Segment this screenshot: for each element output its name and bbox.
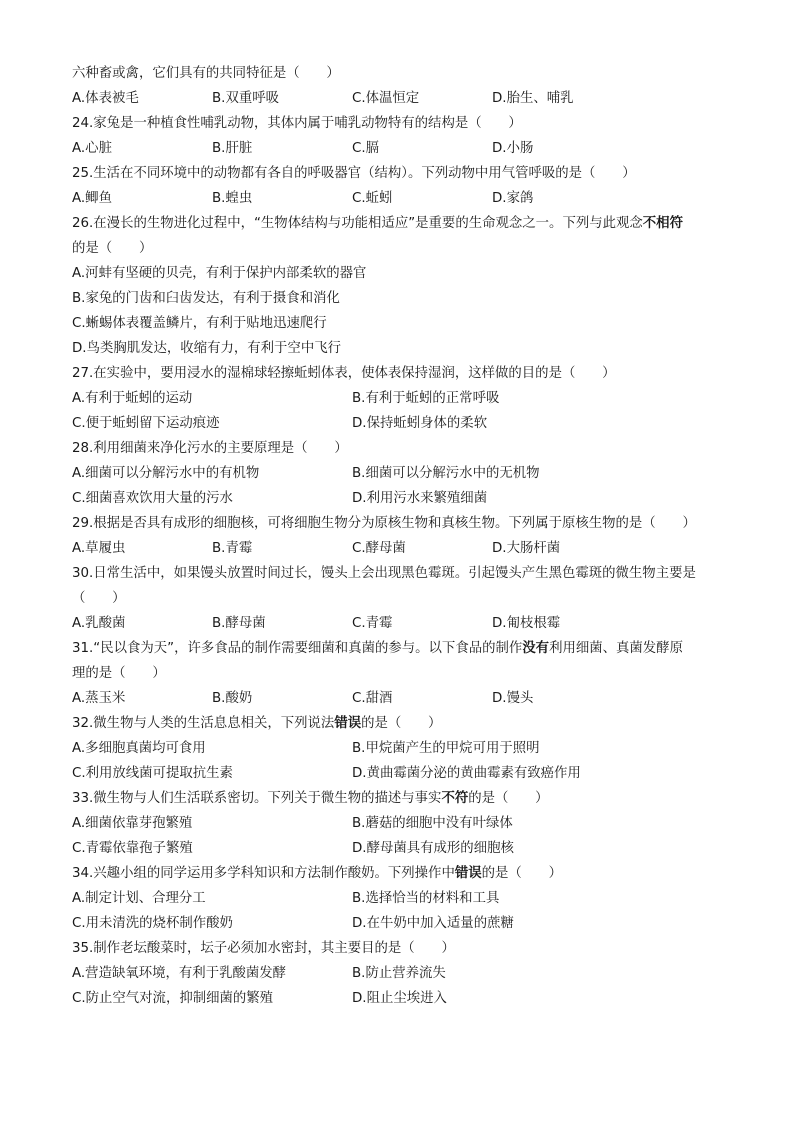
emphasis-text: 错误 xyxy=(454,866,482,881)
option-a: A.体表被毛 xyxy=(72,91,139,106)
option-d: D.馒头 xyxy=(492,691,534,706)
emphasis-text: 没有 xyxy=(522,641,550,656)
question-26-option-a: A.河蚌有坚硬的贝壳，有利于保护内部柔软的器官 xyxy=(72,266,367,281)
question-28-stem: 28.利用细菌来净化污水的主要原理是（ ） xyxy=(72,441,348,456)
question-26-stem-cont: 的是（ ） xyxy=(72,241,153,256)
option-b: B.细菌可以分解污水中的无机物 xyxy=(352,466,540,481)
option-b: B.青霉 xyxy=(212,541,253,556)
emphasis-text: 不符 xyxy=(441,791,469,806)
option-b: B.防止营养流失 xyxy=(352,966,446,981)
question-29-options xyxy=(72,536,732,561)
question-30-stem: 30.日常生活中，如果馒头放置时间过长，馒头上会出现黑色霉斑。引起馒头产生黑色霉斑的微生物主要是 xyxy=(72,566,696,581)
option-a: A.蒸玉米 xyxy=(72,691,126,706)
option-d: D.匍枝根霉 xyxy=(492,616,561,631)
option-c: C.细菌喜欢饮用大量的污水 xyxy=(72,491,233,506)
option-a: A.多细胞真菌均可食用 xyxy=(72,741,206,756)
question-33-options-row2 xyxy=(72,836,732,861)
question-35-options-row2 xyxy=(72,986,732,1011)
question-23-stem: 六种畜或禽，它们具有的共同特征是（ ） xyxy=(72,66,340,81)
option-a: A.营造缺氧环境，有利于乳酸菌发酵 xyxy=(72,966,287,981)
option-d: D.胎生、哺乳 xyxy=(492,91,574,106)
question-33-options-row1 xyxy=(72,811,732,836)
question-24-options xyxy=(72,136,732,161)
question-25-stem: 25.生活在不同环境中的动物都有各自的呼吸器官（结构）。下列动物中用气管呼吸的是（ ） xyxy=(72,166,636,181)
question-27-options-row2 xyxy=(72,411,732,436)
question-34-options-row2 xyxy=(72,911,732,936)
question-32-stem: 32.微生物与人类的生活息息相关，下列说法错误的是（ ） xyxy=(72,716,442,731)
question-26-option-d: D.鸟类胸肌发达，收缩有力，有利于空中飞行 xyxy=(72,341,341,356)
option-b: B.有利于蚯蚓的正常呼吸 xyxy=(352,391,500,406)
question-29-stem: 29.根据是否具有成形的细胞核，可将细胞生物分为原核生物和真核生物。下列属于原核生物的是（ ） xyxy=(72,516,696,531)
option-c: C.体温恒定 xyxy=(352,91,420,106)
option-b: B.酵母菌 xyxy=(212,616,266,631)
question-34-options-row1 xyxy=(72,886,732,911)
option-c: C.膈 xyxy=(352,141,379,156)
option-b: B.蝗虫 xyxy=(212,191,253,206)
option-d: D.在牛奶中加入适量的蔗糖 xyxy=(352,916,514,931)
question-35-stem: 35.制作老坛酸菜时，坛子必须加水密封，其主要目的是（ ） xyxy=(72,941,455,956)
option-c: C.酵母菌 xyxy=(352,541,406,556)
question-32-options-row1 xyxy=(72,736,732,761)
option-b: B.选择恰当的材料和工具 xyxy=(352,891,500,906)
question-28-options-row2 xyxy=(72,486,732,511)
option-b: B.双重呼吸 xyxy=(212,91,280,106)
option-c: C.防止空气对流，抑制细菌的繁殖 xyxy=(72,991,274,1006)
option-b: B.蘑菇的细胞中没有叶绿体 xyxy=(352,816,513,831)
question-26-option-c: C.蜥蜴体表覆盖鳞片，有利于贴地迅速爬行 xyxy=(72,316,327,331)
question-31-stem: 31.“民以食为天”，许多食品的制作需要细菌和真菌的参与。以下食品的制作没有利用细菌、真菌发酵原 xyxy=(72,641,683,656)
option-a: A.乳酸菌 xyxy=(72,616,126,631)
question-35-options-row1 xyxy=(72,961,732,986)
option-a: A.制定计划、合理分工 xyxy=(72,891,206,906)
option-c: C.蚯蚓 xyxy=(352,191,393,206)
emphasis-text: 不相符 xyxy=(642,216,683,231)
question-31-stem-cont: 理的是（ ） xyxy=(72,666,166,681)
question-28-options-row1 xyxy=(72,461,732,486)
option-d: D.家鸽 xyxy=(492,191,534,206)
option-d: D.酵母菌具有成形的细胞核 xyxy=(352,841,514,856)
option-c: C.青霉依靠孢子繁殖 xyxy=(72,841,193,856)
option-a: A.细菌可以分解污水中的有机物 xyxy=(72,466,260,481)
question-30-options xyxy=(72,611,732,636)
option-d: D.黄曲霉菌分泌的黄曲霉素有致癌作用 xyxy=(352,766,581,781)
option-c: C.便于蚯蚓留下运动痕迹 xyxy=(72,416,220,431)
question-23-options xyxy=(72,86,732,111)
question-27-stem: 27.在实验中，要用浸水的湿棉球轻擦蚯蚓体表，使体表保持湿润，这样做的目的是（ ） xyxy=(72,366,616,381)
question-26-stem: 26.在漫长的生物进化过程中，“生物体结构与功能相适应”是重要的生命观念之一。下列与此观念不相符 xyxy=(72,216,683,231)
question-31-options xyxy=(72,686,732,711)
question-27-options-row1 xyxy=(72,386,732,411)
option-d: D.保持蚯蚓身体的柔软 xyxy=(352,416,488,431)
question-33-stem: 33.微生物与人们生活联系密切。下列关于微生物的描述与事实不符的是（ ） xyxy=(72,791,549,806)
option-c: C.甜酒 xyxy=(352,691,393,706)
option-a: A.心脏 xyxy=(72,141,112,156)
option-c: C.利用放线菌可提取抗生素 xyxy=(72,766,233,781)
option-a: A.细菌依靠芽孢繁殖 xyxy=(72,816,193,831)
option-c: C.用未清洗的烧杯制作酸奶 xyxy=(72,916,233,931)
option-d: D.利用污水来繁殖细菌 xyxy=(352,491,488,506)
option-a: A.鲫鱼 xyxy=(72,191,112,206)
option-d: D.阻止尘埃进入 xyxy=(352,991,447,1006)
option-a: A.有利于蚯蚓的运动 xyxy=(72,391,193,406)
option-d: D.大肠杆菌 xyxy=(492,541,561,556)
option-d: D.小肠 xyxy=(492,141,534,156)
question-30-stem-cont: （ ） xyxy=(72,591,126,606)
option-a: A.草履虫 xyxy=(72,541,126,556)
question-32-options-row2 xyxy=(72,761,732,786)
exam-page xyxy=(72,61,732,1011)
option-c: C.青霉 xyxy=(352,616,393,631)
question-24-stem: 24.家兔是一种植食性哺乳动物，其体内属于哺乳动物特有的结构是（ ） xyxy=(72,116,522,131)
option-b: B.酸奶 xyxy=(212,691,253,706)
question-34-stem: 34.兴趣小组的同学运用多学科知识和方法制作酸奶。下列操作中错误的是（ ） xyxy=(72,866,562,881)
option-b: B.肝脏 xyxy=(212,141,253,156)
option-b: B.甲烷菌产生的甲烷可用于照明 xyxy=(352,741,540,756)
question-25-options xyxy=(72,186,732,211)
question-26-option-b: B.家兔的门齿和臼齿发达，有利于摄食和消化 xyxy=(72,291,340,306)
emphasis-text: 错误 xyxy=(334,716,362,731)
